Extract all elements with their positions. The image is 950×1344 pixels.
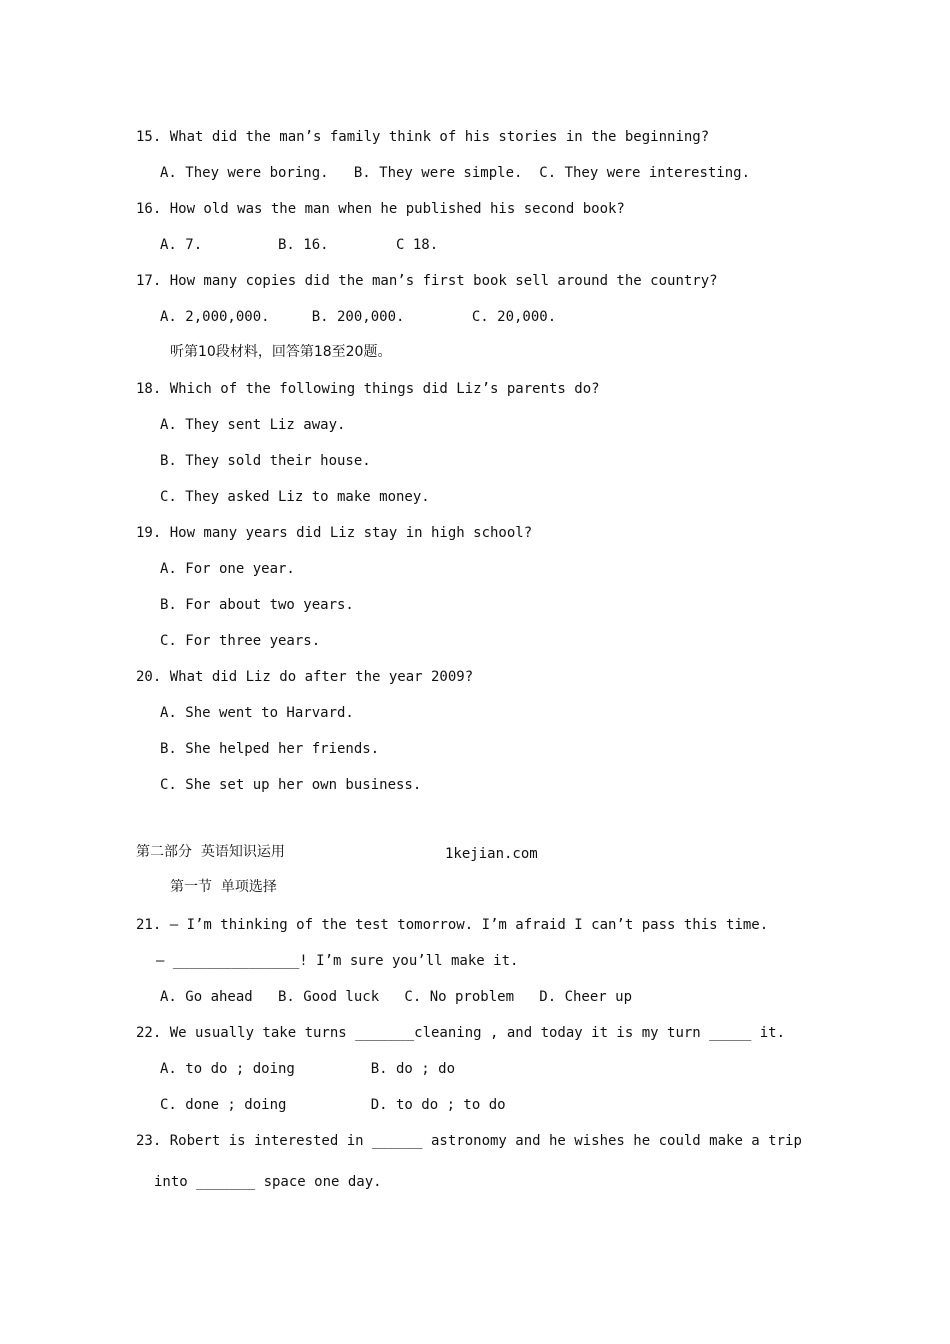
question-22-options-cd: C. done ; doing D. to do ; to do	[160, 1097, 506, 1113]
question-18: 18. Which of the following things did Liz’s parents do?	[136, 381, 600, 397]
section-heading: 第二部分 英语知识运用	[136, 844, 285, 860]
question-18-option-b: B. They sold their house.	[160, 453, 371, 469]
question-19-option-c: C. For three years.	[160, 633, 321, 649]
listening-instruction: 听第10段材料，回答第18至20题。	[170, 344, 392, 360]
question-19-option-b: B. For about two years.	[160, 597, 354, 613]
question-22-options-ab: A. to do ; doing B. do ; do	[160, 1061, 456, 1077]
question-22: 22. We usually take turns _______cleaning , and today it is my turn _____ it.	[136, 1025, 786, 1041]
question-16: 16. How old was the man when he published his second book?	[136, 201, 625, 217]
question-18-option-c: C. They asked Liz to make money.	[160, 489, 430, 505]
subsection-heading: 第一节 单项选择	[170, 879, 277, 895]
question-19: 19. How many years did Liz stay in high school?	[136, 525, 533, 541]
question-20: 20. What did Liz do after the year 2009?	[136, 669, 474, 685]
question-18-option-a: A. They sent Liz away.	[160, 417, 346, 433]
question-19-option-a: A. For one year.	[160, 561, 295, 577]
question-20-option-a: A. She went to Harvard.	[160, 705, 354, 721]
question-16-options: A. 7. B. 16. C 18.	[160, 237, 439, 253]
question-21: 21. – I’m thinking of the test tomorrow. I’m afraid I can’t pass this time.	[136, 917, 769, 933]
question-21-options: A. Go ahead B. Good luck C. No problem D. Cheer up	[160, 989, 633, 1005]
question-15-options: A. They were boring. B. They were simple. C. They were interesting.	[160, 165, 751, 181]
question-20-option-c: C. She set up her own business.	[160, 777, 422, 793]
question-21-response: – _______________! I’m sure you’ll make it.	[156, 953, 519, 969]
question-17: 17. How many copies did the man’s first book sell around the country?	[136, 273, 718, 289]
site-watermark: 1kejian.com	[445, 846, 538, 862]
question-15: 15. What did the man’s family think of his stories in the beginning?	[136, 129, 710, 145]
question-17-options: A. 2,000,000. B. 200,000. C. 20,000.	[160, 309, 557, 325]
question-23: 23. Robert is interested in ______ astronomy and he wishes he could make a trip	[136, 1133, 802, 1149]
question-23-continuation: into _______ space one day.	[154, 1174, 382, 1190]
question-20-option-b: B. She helped her friends.	[160, 741, 380, 757]
